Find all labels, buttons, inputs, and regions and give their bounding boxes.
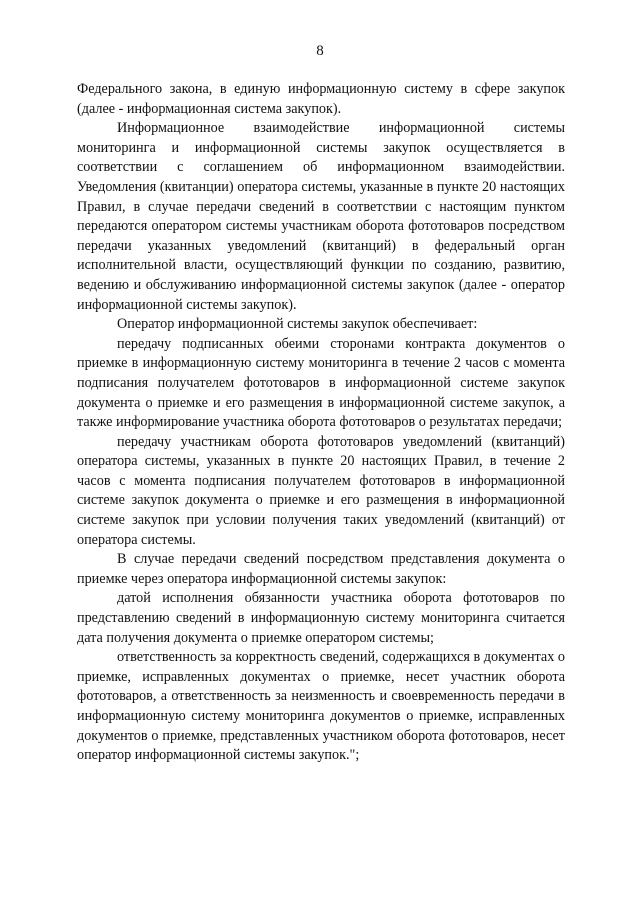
paragraph-transfer-notifications: передачу участникам оборота фототоваров уведомлений (квитанций) оператора системы, указанных в пункте 20 настоящих Правил, в течение 2 часов с момента подписания получателем фототоваров в информационной системе закупок документа о приемке и его размещения в информационной системе закупок при условии получения таких уведомлений (квитанций) от оператора системы. — [77, 433, 565, 548]
page-number: 8 — [316, 43, 324, 59]
paragraph-responsibility: ответственность за корректность сведений, содержащихся в документах о приемке, исправленных документах о приемке, несет участник оборота фототоваров, а ответственность за неизменность и своевременность передачи в информационную систему мониторинга документов о приемке, исправленных документов о приемке, представленных участником оборота фототоваров, несет оператор информационной системы закупок."; — [77, 649, 565, 764]
document-body — [77, 80, 565, 766]
paragraph-transfer-documents: передачу подписанных обеими сторонами контракта документов о приемке в информационную систему мониторинга в течение 2 часов с момента подписания получателем фототоваров в информационной системе закупок документа о приемке и его размещения в информационной системе закупок, а также информирование участника оборота фототоваров о результатах передачи; — [77, 335, 565, 431]
paragraph-case-of-transfer: В случае передачи сведений посредством представления документа о приемке через оператора информационной системы закупок: — [77, 551, 565, 587]
paragraph-information-interaction: Информационное взаимодействие информационной системы мониторинга и информационной системы закупок осуществляется в соответствии с соглашением об информационном взаимодействии. Уведомления (квитанции) оператора системы, указанные в пункте 20 настоящих Правил, в случае передачи сведений в соответствии с настоящим пунктом передаются оператором системы участникам оборота фототоваров посредством передачи указанных уведомлений (квитанций) в федеральный орган исполнительной власти, осуществляющий функции по созданию, развитию, ведению и обслуживанию информационной системы закупок (далее - оператор информационной системы закупок). — [77, 120, 565, 313]
paragraph-operator-provides: Оператор информационной системы закупок обеспечивает: — [117, 316, 478, 333]
paragraph-date-of-execution: датой исполнения обязанности участника оборота фототоваров по представлению сведений в информационную систему мониторинга считается дата получения документа о приемке оператором системы; — [77, 590, 565, 646]
paragraph-continuation: Федерального закона, в единую информационную систему в сфере закупок (далее - информационная система закупок). — [77, 81, 565, 117]
